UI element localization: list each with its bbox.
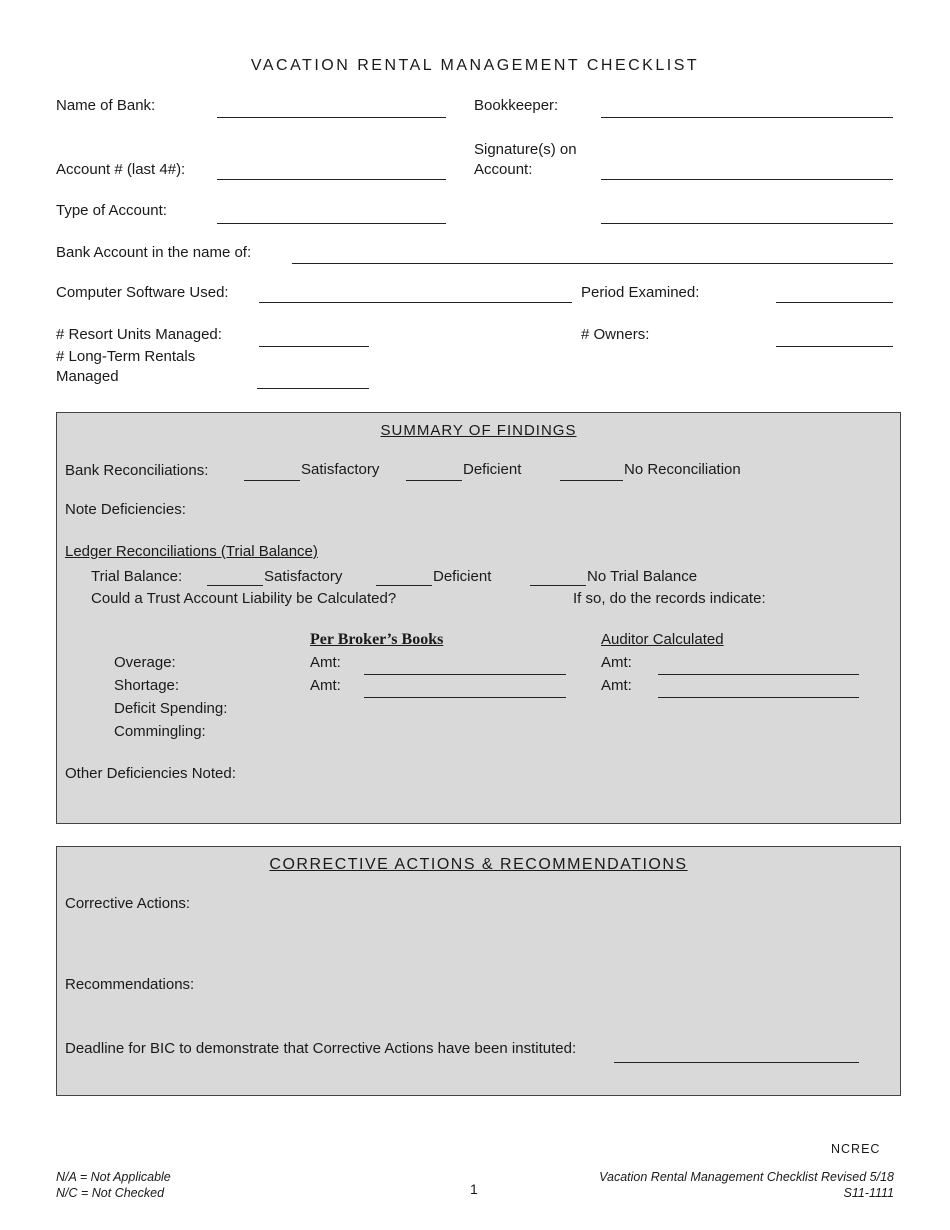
deficit-spending-label: Deficit Spending: [114, 700, 228, 717]
deadline-label: Deadline for BIC to demonstrate that Corrective Actions have been instituted: [65, 1040, 577, 1057]
bank-rec-satisfactory-label: Satisfactory [301, 461, 380, 478]
type-of-account-label: Type of Account: [56, 202, 167, 219]
trial-satisfactory-label: Satisfactory [264, 568, 343, 585]
summary-heading: SUMMARY OF FINDINGS [380, 422, 577, 439]
other-deficiencies-label: Other Deficiencies Noted: [65, 765, 236, 782]
overage-broker-field[interactable] [364, 674, 566, 675]
auditor-heading: Auditor Calculated [601, 631, 724, 648]
trial-satisfactory-field[interactable] [207, 585, 263, 586]
trial-deficient-label: Deficient [433, 568, 492, 585]
type-of-account-field[interactable] [217, 223, 446, 224]
page-number: 1 [470, 1181, 478, 1197]
period-label: Period Examined: [581, 284, 700, 301]
records-indicate: If so, do the records indicate: [573, 590, 766, 607]
bookkeeper-label: Bookkeeper: [474, 97, 559, 114]
owners-label: # Owners: [581, 326, 650, 343]
summary-of-findings-box [56, 412, 901, 824]
form-title: Vacation Rental Management Checklist Revised 5/18 [599, 1170, 894, 1184]
overage-broker-amt-label: Amt: [310, 654, 341, 671]
corrective-actions-label: Corrective Actions: [65, 895, 191, 912]
signatures-field-extra[interactable] [601, 223, 893, 224]
software-label: Computer Software Used: [56, 284, 229, 301]
bank-account-name-field[interactable] [292, 263, 893, 264]
long-term-field[interactable] [257, 388, 369, 389]
bookkeeper-field[interactable] [601, 117, 893, 118]
trial-none-label: No Trial Balance [587, 568, 698, 585]
trial-deficient-field[interactable] [376, 585, 432, 586]
na-legend: N/A = Not Applicable [56, 1170, 171, 1184]
note-deficiencies-label: Note Deficiencies: [65, 501, 186, 518]
shortage-broker-field[interactable] [364, 697, 566, 698]
bank-rec-deficient-field[interactable] [406, 480, 462, 481]
bank-account-name-label: Bank Account in the name of: [56, 244, 252, 261]
bank-rec-none-label: No Reconciliation [624, 461, 741, 478]
resort-units-field[interactable] [259, 346, 369, 347]
shortage-auditor-amt-label: Amt: [601, 677, 632, 694]
signatures-field[interactable] [601, 179, 893, 180]
form-number: S11-1111 [843, 1186, 894, 1200]
period-field[interactable] [776, 302, 893, 303]
agency-label: NCREC [831, 1142, 881, 1156]
corrective-actions-box [56, 846, 901, 1096]
bank-rec-deficient-label: Deficient [463, 461, 522, 478]
overage-label: Overage: [114, 654, 176, 671]
name-of-bank-label: Name of Bank: [56, 97, 156, 114]
shortage-broker-amt-label: Amt: [310, 677, 341, 694]
commingling-label: Commingling: [114, 723, 206, 740]
bank-rec-satisfactory-field[interactable] [244, 480, 300, 481]
nc-legend: N/C = Not Checked [56, 1186, 165, 1200]
ledger-heading: Ledger Reconciliations (Trial Balance) [65, 543, 318, 560]
owners-field[interactable] [776, 346, 893, 347]
deadline-field[interactable] [614, 1062, 859, 1063]
recommendations-label: Recommendations: [65, 976, 195, 993]
trial-balance-label: Trial Balance: [91, 568, 183, 585]
shortage-auditor-field[interactable] [658, 697, 859, 698]
account-number-field[interactable] [217, 179, 446, 180]
name-of-bank-field[interactable] [217, 117, 446, 118]
per-broker-heading: Per Broker’s Books [310, 631, 444, 648]
overage-auditor-amt-label: Amt: [601, 654, 632, 671]
long-term-label-line1: # Long-Term Rentals [56, 348, 196, 365]
bank-rec-none-field[interactable] [560, 480, 623, 481]
long-term-label-line2: Managed [56, 368, 119, 385]
shortage-label: Shortage: [114, 677, 180, 694]
signatures-label-line1: Signature(s) on [474, 141, 577, 158]
overage-auditor-field[interactable] [658, 674, 859, 675]
corrective-heading: CORRECTIVE ACTIONS & RECOMMENDATIONS [269, 856, 688, 873]
signatures-label-line2: Account: [474, 161, 533, 178]
software-field[interactable] [259, 302, 572, 303]
page-title: VACATION RENTAL MANAGEMENT CHECKLIST [250, 57, 700, 74]
account-number-label: Account # (last 4#): [56, 161, 186, 178]
resort-units-label: # Resort Units Managed: [56, 326, 222, 343]
bank-reconciliations-label: Bank Reconciliations: [65, 462, 209, 479]
trust-question: Could a Trust Account Liability be Calculated? [91, 590, 397, 607]
trial-none-field[interactable] [530, 585, 586, 586]
